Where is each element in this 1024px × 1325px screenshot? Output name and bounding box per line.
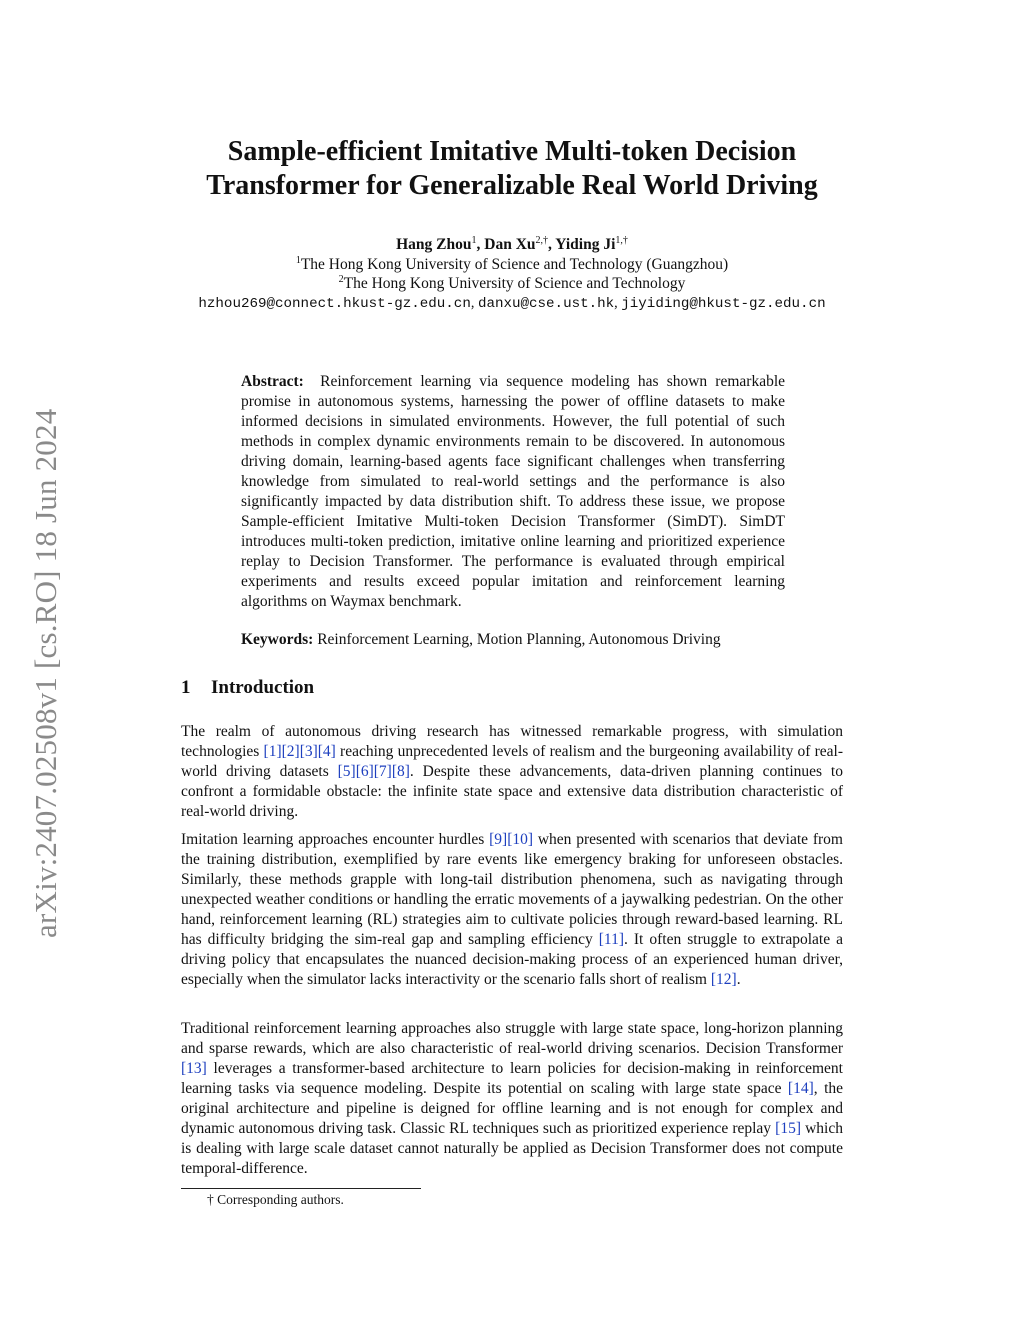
author-name-3: Yiding Ji: [555, 236, 616, 253]
keywords: [241, 630, 801, 650]
intro-paragraph-1: [181, 722, 843, 822]
paragraph-text: which is dealing with large scale dataset cannot naturally be applied as Decision Transformer does not compute temporal-difference.: [181, 1120, 843, 1177]
affiliation-2: [150, 274, 874, 294]
author-separator: ,: [476, 236, 485, 253]
affiliation-1-mark: 1: [295, 254, 301, 266]
email-2[interactable]: danxu@cse.ust.hk: [477, 295, 615, 312]
paper-title-line-2: Transformer for Generalizable Real World Driving: [206, 170, 818, 201]
paper-title: [150, 135, 874, 203]
author-separator: ,: [548, 236, 556, 253]
author-name-1: Hang Zhou: [396, 236, 472, 253]
email-3[interactable]: jiyiding@hkust-gz.edu.cn: [621, 295, 826, 312]
citation-link[interactable]: [3]: [299, 743, 318, 760]
intro-paragraph-3: [181, 1019, 843, 1179]
citation-link[interactable]: [7]: [373, 763, 392, 780]
paragraph-text: when presented with scenarios that deviate from the training distribution, exemplified by rare events like emergency braking for unforeseen obstacles. Similarly, these methods grapple with long-tail distribution phenomena, such as navigating through unexpected weather conditions or handling the erratic movements of a jaywalking pedestrian. On the other hand, reinforcement learning (RL) strategies aim to cultivate policies through reward-based learning. RL has difficulty bridging the sim-real gap and sampling efficiency: [181, 831, 843, 948]
citation-link[interactable]: [10]: [507, 831, 534, 848]
abstract-label: Abstract:: [241, 373, 304, 390]
author-names: [150, 235, 874, 255]
affiliation-2-text: The Hong Kong University of Science and Technology: [343, 275, 686, 292]
section-number: 1: [181, 677, 191, 698]
footnote-divider: [181, 1188, 421, 1189]
author-3-affiliation-mark: 1,†: [615, 235, 628, 246]
citation-link[interactable]: [11]: [598, 931, 624, 948]
arxiv-identifier-stamp: arXiv:2407.02508v1 [cs.RO] 18 Jun 2024: [28, 408, 63, 938]
intro-paragraph-2: [181, 830, 843, 990]
paragraph-text: Imitation learning approaches encounter hurdles: [181, 831, 490, 848]
citation-link[interactable]: [15]: [775, 1120, 801, 1137]
keywords-label: Keywords:: [241, 631, 314, 648]
author-name-2: Dan Xu: [484, 236, 536, 253]
citation-link[interactable]: [6]: [355, 763, 374, 780]
paragraph-text: reaching unprecedented levels of realism and the burgeoning availability of real-world driving datasets: [181, 743, 843, 780]
author-emails: hzhou269@connect.hkust-gz.edu.cn, danxu@cse.ust.hk, jiyiding@hkust-gz.edu.cn: [198, 294, 826, 312]
citation-link[interactable]: [14]: [787, 1080, 814, 1097]
author-2-affiliation-mark: 2,†: [535, 235, 549, 246]
footnote-corresponding-authors: † Corresponding authors.: [207, 1192, 344, 1207]
paragraph-text: .: [736, 971, 741, 988]
paper-title-line-1: Sample-efficient Imitative Multi-token Decision: [227, 136, 797, 167]
abstract-text: Reinforcement learning via sequence modeling has shown remarkable promise in autonomous systems, harnessing the power of offline datasets to make informed decisions in simulated environments. However, the full potential of such methods in complex dynamic environments remain to be discovered. In autonomous driving domain, learning-based agents face significant challenges when transferring knowledge from simulated to real-world settings and the performance is also significantly impacted by data distribution shift. To address these issue, we propose Sample-efficient Imitative Multi-token Decision Transformer (SimDT). SimDT introduces multi-token prediction, imitative online learning and prioritized experience replay to Decision Transformer. The performance is evaluated through empirical experiments and results exceed popular imitation and reinforcement learning algorithms on Waymax benchmark.: [241, 373, 786, 610]
paragraph-text: Traditional reinforcement learning approaches also struggle with large state space, long-horizon planning and sparse rewards, which are also characteristic of real-world driving scenarios. Decision Transformer: [181, 1020, 843, 1057]
abstract: [241, 372, 785, 612]
citation-link[interactable]: [4]: [317, 743, 336, 760]
email-1[interactable]: hzhou269@connect.hkust-gz.edu.cn: [198, 295, 471, 312]
citation-link[interactable]: [2]: [281, 743, 300, 760]
section-title: Introduction: [211, 677, 315, 698]
paragraph-text: , the original architecture and pipeline is deigned for offline learning and is not enough for complex and dynamic autonomous driving task. Classic RL techniques such as prioritized experience replay: [181, 1080, 844, 1137]
author-block: [150, 235, 874, 314]
citation-link[interactable]: [1]: [263, 743, 282, 760]
paragraph-text: The realm of autonomous driving research has witnessed remarkable progress, with simulation technologies: [181, 723, 843, 760]
citation-link[interactable]: [8]: [391, 763, 410, 780]
paragraph-text: . Despite these advancements, data-driven planning continues to confront a formidable obstacle: the infinite state space and extensive data distribution characteristic of real-world driving.: [181, 763, 843, 820]
section-heading-introduction: [181, 676, 314, 700]
keywords-text: Reinforcement Learning, Motion Planning, Autonomous Driving: [317, 631, 721, 648]
citation-link[interactable]: [13]: [181, 1060, 207, 1077]
affiliation-1-text: The Hong Kong University of Science and Technology (Guangzhou): [300, 255, 729, 273]
author-1-affiliation-mark: 1: [471, 235, 477, 246]
citation-link[interactable]: [5]: [337, 763, 356, 780]
affiliation-1: [150, 255, 874, 275]
paragraph-text: leverages a transformer-based architecture to learn policies for decision-making in reinforcement learning tasks via sequence modeling. Despite its potential on scaling with large state space: [181, 1060, 843, 1097]
paragraph-text: . It often struggle to extrapolate a driving policy that encapsulates the nuanced decision-making process of an experienced human driver, especially when the simulator lacks interactivity or the scenario falls short of realism: [181, 931, 843, 988]
citation-link[interactable]: [9]: [489, 831, 508, 848]
citation-link[interactable]: [12]: [710, 971, 737, 988]
affiliation-2-mark: 2: [338, 274, 344, 285]
